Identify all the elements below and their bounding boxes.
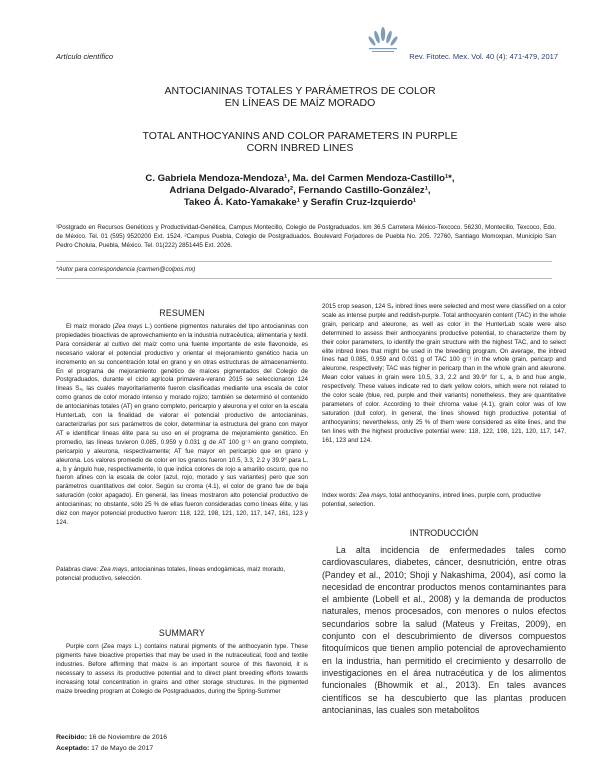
introduccion-text: La alta incidencia de enfermedades tales como cardiovasculares, diabetes, cáncer, desnutrición, entre otras (Pandey et al., 2010; Shoji y Nakashima, 2004), así como la necesidad de encontrar productos menos contaminantes para el ambiente (Lobell et al., 2008) y la demanda de productos naturales, menos procesados, con menores o nulos efectos secundarios sobre la salud (Mateus y Freitas, 2009), en conjunto con el descubrimiento de diversos compuestos fitoquímicos que tienen amplio potencial de aprovechamiento en la industria, han permitido el crecimiento y desarrollo de investigaciones en el área nutracéutica y de los alimentos funcionales (Bhowmik et al., 2013). En tales avances científicos se ha descubierto que las plantas producen antocianinas, las cuales son metabolitos <box>322 545 566 715</box>
palabras-clave <box>56 566 308 584</box>
index-words-species: Zea mays <box>358 492 386 499</box>
index-words <box>322 492 566 510</box>
title-spanish <box>40 85 560 109</box>
accepted-date: 17 de Mayo de 2017 <box>91 745 154 752</box>
divider <box>56 278 552 279</box>
authors-line3: Takeo Á. Kato-Yamakake¹ y Serafín Cruz-Izquierdo¹ <box>183 197 417 209</box>
resumen-heading: RESUMEN <box>159 308 205 318</box>
summary-species: Zea mays <box>103 643 132 650</box>
correspondence-note: *Autor para correspondencia (carmen@colpos.mx) <box>56 266 196 273</box>
palabras-clave-label: Palabras clave: <box>56 566 101 573</box>
affiliations: ¹Postgrado en Recursos Genéticos y Productividad-Genética, Campus Montecillo, Colegio de Postgraduados. km 36.5 Carretera México-Texcoco. 56230, Montecillo, Texcoco, Edo. de México. Tel. 01 (595) 9520200 Ext. 1524. ²Campus Puebla, Colegio de Postgraduados. Boulevard Forjadores de Puebla No. 205. 72760, Santiago Momoxpan, Municipio San Pedro Cholula, Puebla, México. Tel. 01(222) 2851445 Ext. 2026. <box>56 224 556 249</box>
palabras-clave-text: , antocianinas totales, líneas endogámicas, maíz morado, potencial productivo, selección. <box>56 566 286 582</box>
summary-text: L.) contains natural pigments of the anthocyanin type. These pigments have bioactive properties that may be used in the nutraceutical, food and textile industries. Before affirming that maize is an important source of this flavonoid, it is necessary to assess its productive potential and to direct plant breeding efforts towards increasing total concentration in grains and other storage structures. In the pigmented maize breeding program at Colegio de Postgraduados, during the Spring-Summer <box>56 643 308 695</box>
index-words-text: , total anthocyanins, inbred lines, purple corn, productive potential, selection. <box>322 492 541 508</box>
publication-dates <box>56 732 167 754</box>
accepted-label: Aceptado: <box>56 745 90 752</box>
received-date: 16 de Noviembre de 2016 <box>88 734 168 741</box>
resumen-species: Zea mays <box>114 323 143 330</box>
title-en-line1: TOTAL ANTHOCYANINS AND COLOR PARAMETERS IN PURPLE <box>142 130 458 142</box>
title-es-line2: EN LÍNEAS DE MAÍZ MORADO <box>224 97 376 109</box>
resumen-lead: El maíz morado ( <box>66 323 115 330</box>
title-en-line2: CORN INBRED LINES <box>246 142 354 154</box>
introduccion-heading: INTRODUCCIÓN <box>409 528 479 538</box>
title-english <box>40 130 560 154</box>
index-words-label: Index words: <box>322 492 359 499</box>
journal-reference: Rev. Fitotec. Mex. Vol. 40 (4): 471-479, 2017 <box>409 52 558 61</box>
divider <box>56 261 552 262</box>
introduccion-body <box>322 544 566 716</box>
article-type: Artículo científico <box>56 52 114 61</box>
author-list <box>40 173 560 210</box>
summary-continued: 2015 crop season, 124 S₄ inbred lines were selected and most were classified on a color scale as intense purple and reddish-purple. Total anthocyanin content (TAC) in the whole grain, pericarp and aleurone, as well as color in the HunterLab scale were also determined to assess their anthocyanins productive potential, to characterize them by their color parameters, to identify the grain structure with the highest TAC, and to select elite inbred lines that might be used in the breeding program. On average, the inbred lines had 0.085, 0.959 and 0.031 g of TAC 100 g⁻¹ in the whole grain, pericarp and aleurone, respectively; TAC was higher in pericarp than in the whole grain and aleurone. Mean color values in grain were 10.5, 3.3, 2.2 and 39.9° for L, a, b and hue angle, respectively. These values indicate red to dark yellow colors, which were not related to the color scale (blue, red, purple and their variants) nonetheless, they are quantitative parameters of color. According to their chroma value (4.1), grain color was of low saturation (dull color). In general, the lines showed high productive potential of anthocyanins; nevertheless, only 25 % of them were considered as elite lines, and the ten lines with the highest productive potential were: 118, 122, 198, 121, 120, 117, 147, 161, 123 and 124. <box>322 303 566 444</box>
received-label: Recibido: <box>56 734 87 741</box>
summary-heading: SUMMARY <box>158 628 206 638</box>
journal-logo-icon <box>366 26 400 56</box>
resumen-body <box>56 323 308 528</box>
authors-line2: Adriana Delgado-Alvarado², Fernando Castillo-González¹, <box>169 185 431 197</box>
authors-line1: C. Gabriela Mendoza-Mendoza¹, Ma. del Carmen Mendoza-Castillo¹*, <box>145 173 455 184</box>
summary-lead: Purple corn ( <box>66 643 104 650</box>
palabras-clave-species: Zea mays <box>100 566 128 573</box>
title-es-line1: ANTOCIANINAS TOTALES Y PARÁMETROS DE COLOR <box>164 85 436 97</box>
summary-body <box>56 643 308 696</box>
resumen-text: L.) contiene pigmentos naturales del tipo antocianinas con propiedades bioactivas de aprovechamiento en la industria nutracéutica, alimentaria y textil. Para considerar al cultivo del maíz como una fuente importante de este flavonoide, es necesario valorar el potencial productivo y orientar el mejoramiento genético hacia un incremento en su concentración total en grano y en otras estructuras de almacenamiento. En el programa de mejoramiento genético de maíces pigmentados del Colegio de Postgraduados, durante el ciclo agrícola primavera-verano 2015 se seleccionaron 124 líneas S₄, las cuales mayoritariamente fueron clasificadas mediante una escala de color como granos de color morado intenso y morado rojizo; también se determinó el contenido de antocianinas totales (AT) en grano completo, pericarpio y aleurona y el color en la escala HunterLab, con la finalidad de valorar el potencial productivo de antocianinas, caracterizarlas por sus parámetros de color, determinar la estructura del grano con mayor AT e identificar líneas élite para su uso en el programa de mejoramiento genético. En promedio, las líneas tuvieron 0.085, 0.959 y 0.031 g de AT 100 g⁻¹ en grano completo, pericarpio y aleurona, respectivamente; AT fue mayor en pericarpio que en grano y aleurona. Los valores promedio de color en los granos fueron 10.5, 3.3, 2.2 y 39.9° para L, a, b y ángulo hue, respectivamente, lo que indica colores de rojo a amarillo oscuro, que no fueron afines con la escala de color (azul, rojo, morado y sus variantes) pero que son parámetros cuantitativos del color. Según su croma (4.1), el color de grano fue de baja saturación (color apagado). En general, las líneas mostraron alto potencial productivo de antocianinas; no obstante, sólo 25 % de ellas fueron consideradas como líneas élite, y las diez con mayor potencial productivo fueron: 118, 122, 198, 121, 120, 117, 147, 161, 123 y 124. <box>56 323 309 526</box>
